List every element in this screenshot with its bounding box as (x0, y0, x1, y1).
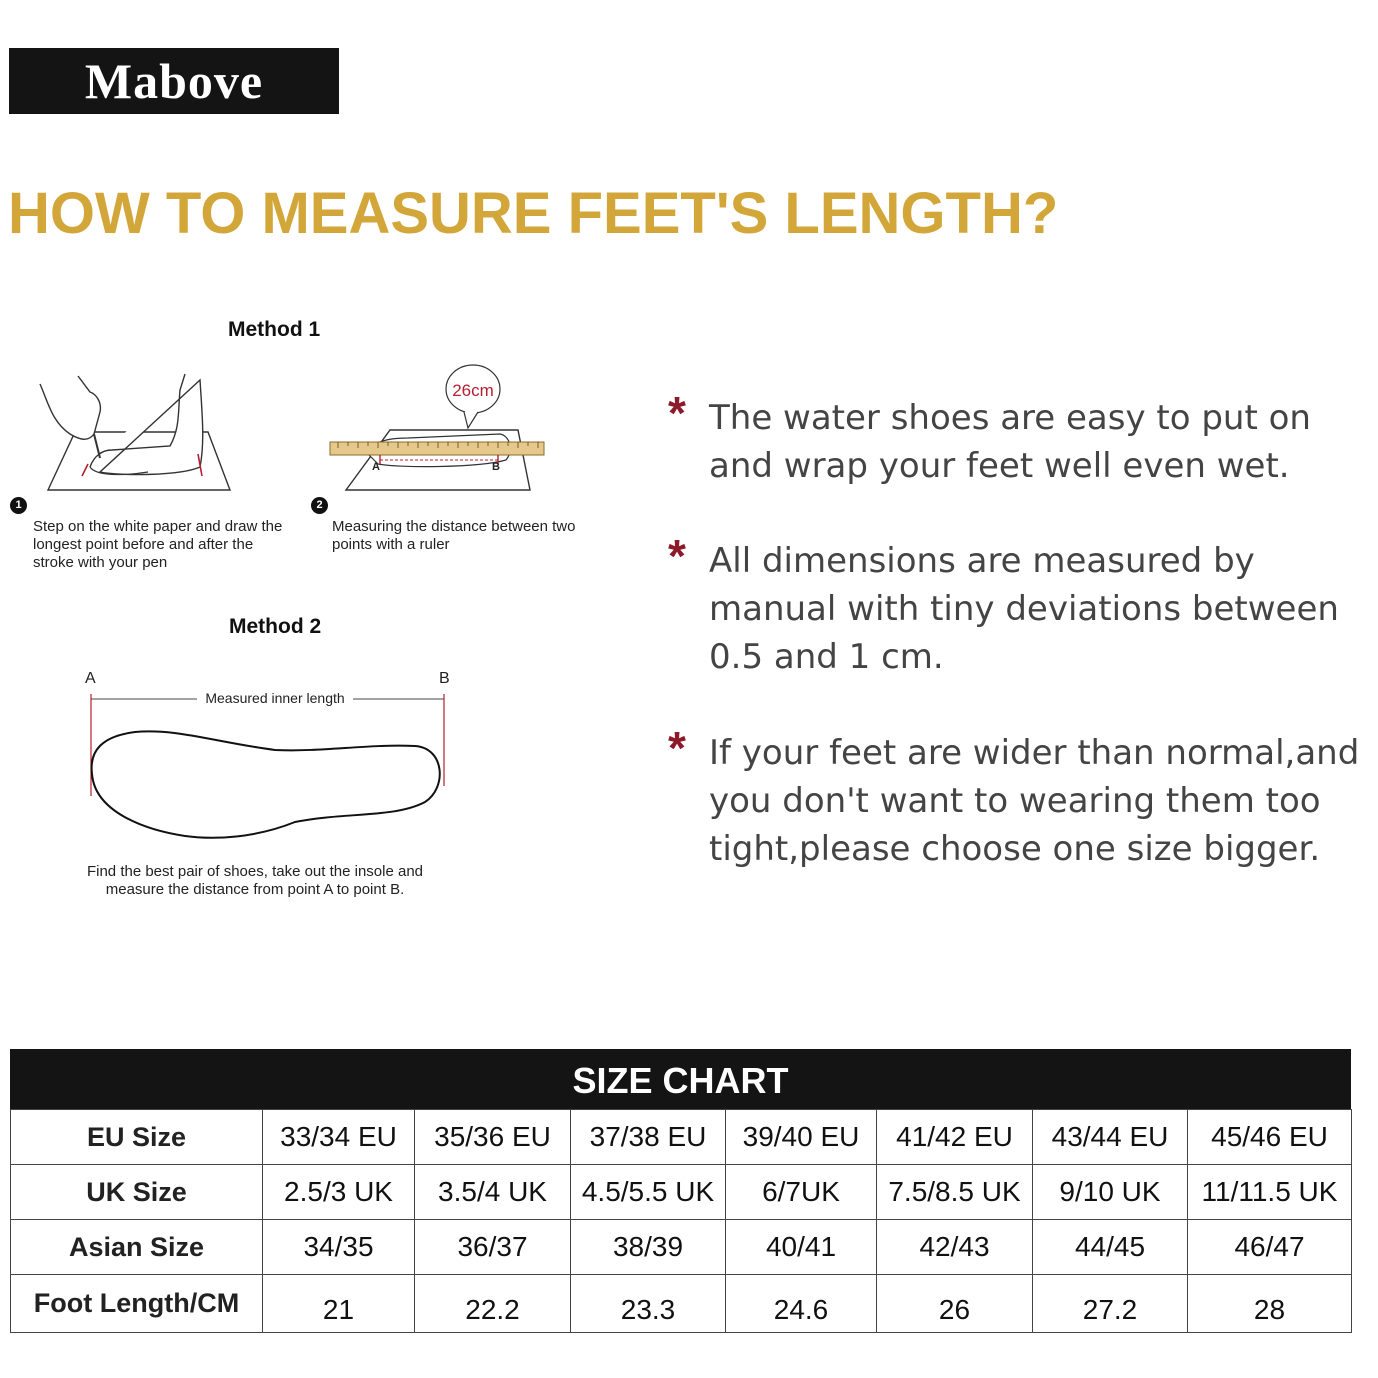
table-cell: 46/47 (1188, 1220, 1352, 1275)
table-row (11, 1220, 1352, 1275)
table-cell: 28 (1188, 1275, 1352, 1333)
asterisk-icon: * (668, 722, 686, 774)
table-cell: 43/44 EU (1033, 1110, 1188, 1165)
table-cell: 26 (877, 1275, 1033, 1333)
row-label: Asian Size (11, 1220, 263, 1275)
table-cell: 34/35 (263, 1220, 415, 1275)
step-2-text: Measuring the distance between two points with a ruler (332, 518, 576, 553)
table-cell: 7.5/8.5 UK (877, 1165, 1033, 1220)
size-chart-title: SIZE CHART (10, 1049, 1351, 1109)
ruler-measure-illustration (328, 362, 548, 494)
table-cell: 27.2 (1033, 1275, 1188, 1333)
foot-on-paper-illustration (30, 372, 240, 497)
table-cell: 24.6 (726, 1275, 877, 1333)
step-1-text: Step on the white paper and draw the longest point before and after the stroke with your pen (33, 518, 283, 571)
table-cell: 42/43 (877, 1220, 1033, 1275)
insole-measure-illustration (75, 662, 465, 852)
row-label: UK Size (11, 1165, 263, 1220)
inner-length-label: Measured inner length (205, 690, 345, 706)
table-cell: 23.3 (571, 1275, 726, 1333)
table-cell: 39/40 EU (726, 1110, 877, 1165)
table-row (11, 1165, 1352, 1220)
table-cell: 45/46 EU (1188, 1110, 1352, 1165)
page-title: HOW TO MEASURE FEET'S LENGTH? (8, 181, 1059, 246)
table-cell: 6/7UK (726, 1165, 877, 1220)
insole-point-b: B (439, 670, 450, 687)
table-cell: 44/45 (1033, 1220, 1188, 1275)
row-label: Foot Length/CM (11, 1275, 263, 1333)
brand-logo: Mabove (9, 48, 339, 114)
table-cell: 40/41 (726, 1220, 877, 1275)
insole-point-a: A (85, 670, 96, 687)
size-chart (10, 1049, 1351, 1333)
table-cell: 4.5/5.5 UK (571, 1165, 726, 1220)
step-2-badge: 2 (311, 497, 328, 514)
table-row (11, 1275, 1352, 1333)
table-row (11, 1110, 1352, 1165)
step-1-badge: 1 (10, 497, 27, 514)
table-cell: 3.5/4 UK (415, 1165, 571, 1220)
table-cell: 11/11.5 UK (1188, 1165, 1352, 1220)
table-cell: 2.5/3 UK (263, 1165, 415, 1220)
row-label: EU Size (11, 1110, 263, 1165)
table-cell: 37/38 EU (571, 1110, 726, 1165)
asterisk-icon: * (668, 530, 686, 582)
table-cell: 35/36 EU (415, 1110, 571, 1165)
measurement-bubble: 26cm (452, 381, 494, 400)
table-cell: 9/10 UK (1033, 1165, 1188, 1220)
method-1-title: Method 1 (228, 318, 321, 341)
table-cell: 36/37 (415, 1220, 571, 1275)
table-cell: 41/42 EU (877, 1110, 1033, 1165)
table-cell: 33/34 EU (263, 1110, 415, 1165)
table-cell: 38/39 (571, 1220, 726, 1275)
ruler-point-b: B (492, 461, 500, 473)
table-cell: 21 (263, 1275, 415, 1333)
asterisk-icon: * (668, 387, 686, 439)
ruler-point-a: A (372, 461, 380, 473)
method-2-caption: Find the best pair of shoes, take out the insole and measure the distance from point A to point B. (86, 863, 424, 898)
note-text: The water shoes are easy to put on and wrap your feet well even wet. (709, 398, 1311, 486)
size-table (10, 1109, 1352, 1333)
note-text: All dimensions are measured by manual with tiny deviations between 0.5 and 1 cm. (709, 541, 1339, 677)
note-text: If your feet are wider than normal,and you don't want to wearing them too tight,please choose one size bigger. (709, 733, 1360, 869)
method-2-title: Method 2 (229, 615, 322, 638)
table-cell: 22.2 (415, 1275, 571, 1333)
